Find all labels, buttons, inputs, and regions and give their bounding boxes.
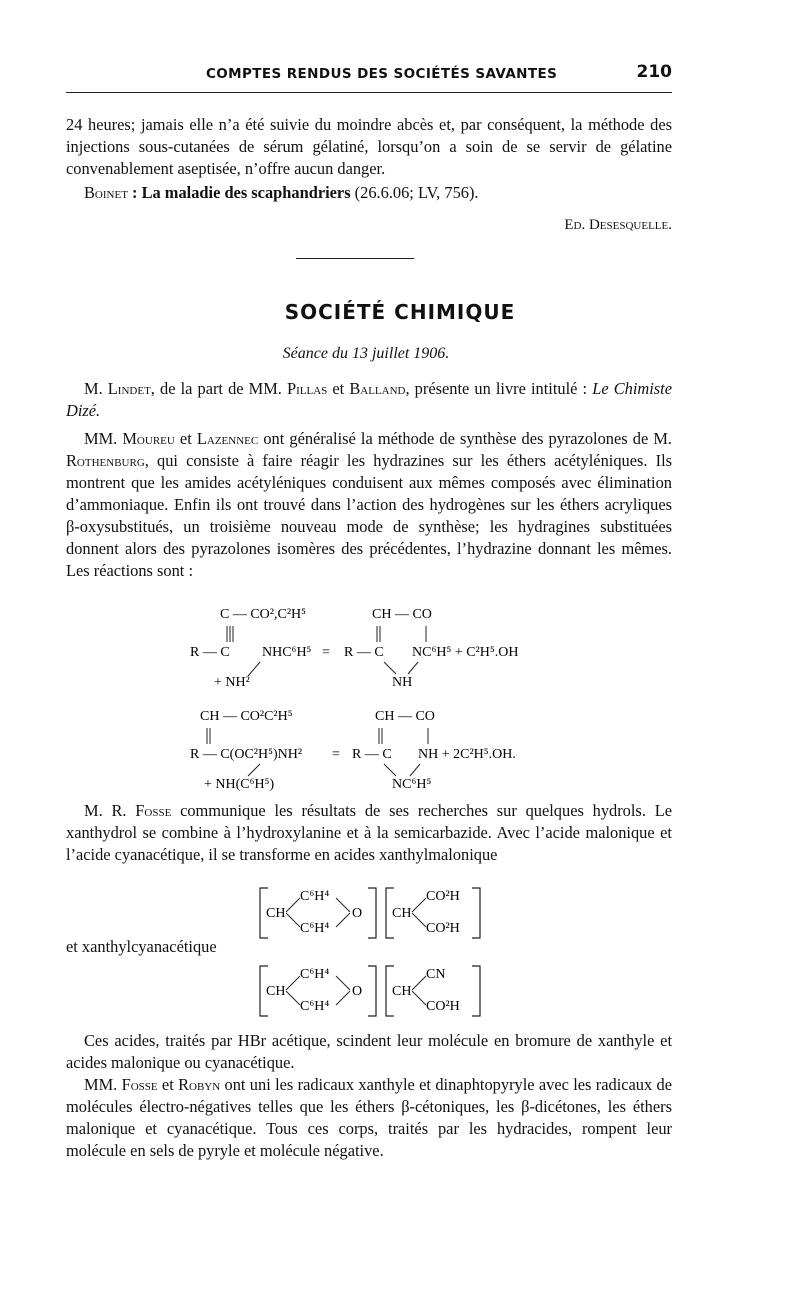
formula-text: NH (392, 675, 413, 690)
text-run: M. R. (84, 801, 136, 820)
paragraph-lindet (66, 378, 672, 422)
person-name: Moureu (122, 429, 175, 448)
text-run: MM. (84, 429, 123, 448)
formula-text: C⁶H⁴ (300, 967, 330, 982)
paragraph-moureu (66, 428, 672, 582)
bond-line (408, 662, 418, 674)
text-run: et (174, 429, 197, 448)
formula-text: C⁶H⁴ (300, 889, 330, 904)
bond-line (286, 976, 300, 990)
bond-line (336, 976, 350, 990)
person-name: Rothenburg (66, 451, 145, 470)
reaction-formula-1 (180, 600, 580, 695)
formula-text: CH — CO (375, 709, 435, 724)
equals-sign: = (322, 645, 330, 660)
paragraph-acides: Ces acides, traités par HBr acétique, scindent leur molécule en bromure de xanthyle et acides malonique ou cyanacétique. (66, 1031, 672, 1072)
formula-text: R — C (344, 645, 384, 660)
text-run: M. (84, 379, 108, 398)
text-run: MM. (84, 1075, 122, 1094)
bond-line (412, 913, 426, 927)
formula-text: C⁶H⁴ (300, 999, 330, 1014)
reference-title: : La maladie des scaphandriers (127, 183, 351, 202)
text-run: et (157, 1075, 179, 1094)
bond-line (336, 991, 350, 1005)
formula-text: NHC⁶H⁵ (262, 645, 312, 660)
formula-text: CN (426, 967, 446, 982)
paragraph-xanthylcyanacetique: et xanthylcyanacétique (66, 937, 217, 956)
formula-text: CO²H (426, 889, 460, 904)
formula-text: + NH² (214, 675, 250, 690)
section-divider (296, 258, 414, 259)
signature: Ed. Desesquelle. (564, 217, 672, 233)
bracket-right (472, 888, 480, 938)
bond-line (286, 913, 300, 927)
bond-line (412, 898, 426, 912)
formula-text: CO²H (426, 999, 460, 1014)
text-run: , qui consiste à faire réagir les hydrazines sur les éthers acétyléniques. Ils montrent que les amides acétyléniques conduisent aux mêmes composés avec élimination d’ammoniaque. Enfin ils ont trouvé dans l’action des hydrogènes sur les éthers acryliques β-oxysubstitués, un troisième nouveau mode de synthèse; les hydragines substituées donnent alors des pyrazolones isomères des précédentes, l’hydrazine donnant les mêmes. Les réactions sont : (66, 451, 672, 580)
formula-text: CH (392, 984, 412, 999)
formula-text: R — C(OC²H⁵)NH² (190, 747, 303, 762)
formula-text: NC⁶H⁵ + C²H⁵.OH (412, 645, 519, 660)
intro-paragraph: 24 heures; jamais elle n’a été suivie du moindre abcès et, par conséquent, la méthode des injections sous-cutanées de sérum gélatiné, lorsqu’on a soin de se servir de gélatine convenablement aseptisée, n’offre aucun danger. (66, 115, 672, 178)
seance-date: Séance du 13 juillet 1906. (282, 345, 450, 362)
formula-text: CH (266, 984, 286, 999)
bracket-formula-xanthylmalonique (256, 882, 496, 944)
person-name: Balland (349, 379, 406, 398)
book-title: Le Chimiste Dizé. (66, 379, 672, 420)
formula-text: R — C (190, 645, 230, 660)
bond-line (286, 991, 300, 1005)
paragraph-fosse-robyn (66, 1074, 672, 1162)
formula-text: O (352, 906, 363, 921)
page-number: 210 (636, 62, 672, 82)
page-header (66, 62, 672, 88)
person-name: Lindet (107, 379, 151, 398)
bond-line (384, 764, 396, 776)
bond-line (412, 991, 426, 1005)
formula-text: CH (392, 906, 412, 921)
reference-author: Boinet (84, 183, 128, 202)
person-name: Robyn (178, 1075, 221, 1094)
formula-text: CH — CO²C²H⁵ (200, 709, 293, 724)
formula-text: NC⁶H⁵ (392, 777, 432, 792)
bond-line (248, 764, 260, 776)
equals-sign: = (332, 747, 340, 762)
text-run: ont uni les radicaux xanthyle et dinaphtopyryle avec les radicaux de molécules électro-négatives telles que les éthers β-cétoniques, les β-dicétones, les éthers malonique et cyanacétique. Tous ces corps, traités par les hydracides, rompent leur molécule en sels de pyryle et molécule négative. (66, 1075, 672, 1160)
bracket-right (472, 966, 480, 1016)
reaction-formula-2 (180, 702, 600, 794)
bracket-right (368, 888, 376, 938)
text-run: ont généralisé la méthode de synthèse des pyrazolones de M. (258, 429, 673, 448)
bond-line (384, 662, 396, 674)
bond-line (410, 764, 420, 776)
formula-text: CO²H (426, 921, 460, 936)
bond-line (412, 976, 426, 990)
paragraph-fosse (66, 800, 672, 866)
bond-line (248, 662, 260, 676)
section-title: SOCIÉTÉ CHIMIQUE (284, 300, 516, 324)
reference-line (66, 182, 672, 204)
bond-line (336, 913, 350, 927)
text-run: communique les résultats de ses recherches sur quelques hydrols. Le xanthydrol se combine à l’hydroxylanine et à la semicarbazide. Avec l’acide malonique et l’acide cyanacétique, il se transforme en acides xanthylmalonique (66, 801, 672, 864)
formula-text: C — CO²,C²H⁵ (220, 607, 307, 622)
bond-line (286, 898, 300, 912)
person-name: Fosse (121, 1075, 158, 1094)
formula-text: NH + 2C²H⁵.OH. (418, 747, 516, 762)
text-run: et (327, 379, 350, 398)
bracket-formula-xanthylcyanacetique (256, 960, 496, 1022)
text-run: , présente un livre intitulé : (405, 379, 593, 398)
formula-text: CH — CO (372, 607, 432, 622)
header-rule (66, 92, 672, 93)
formula-text: C⁶H⁴ (300, 921, 330, 936)
person-name: Fosse (135, 801, 172, 820)
bond-line (336, 898, 350, 912)
person-name: Pillas (287, 379, 328, 398)
reference-details: (26.6.06; LV, 756). (350, 183, 479, 202)
running-head: COMPTES RENDUS DES SOCIÉTÉS SAVANTES (206, 66, 558, 82)
formula-text: R — C (352, 747, 392, 762)
bracket-right (368, 966, 376, 1016)
person-name: Lazennec (196, 429, 259, 448)
formula-text: + NH(C⁶H⁵) (204, 777, 275, 792)
formula-text: CH (266, 906, 286, 921)
text-run: , de la part de MM. (150, 379, 287, 398)
formula-text: O (352, 984, 363, 999)
